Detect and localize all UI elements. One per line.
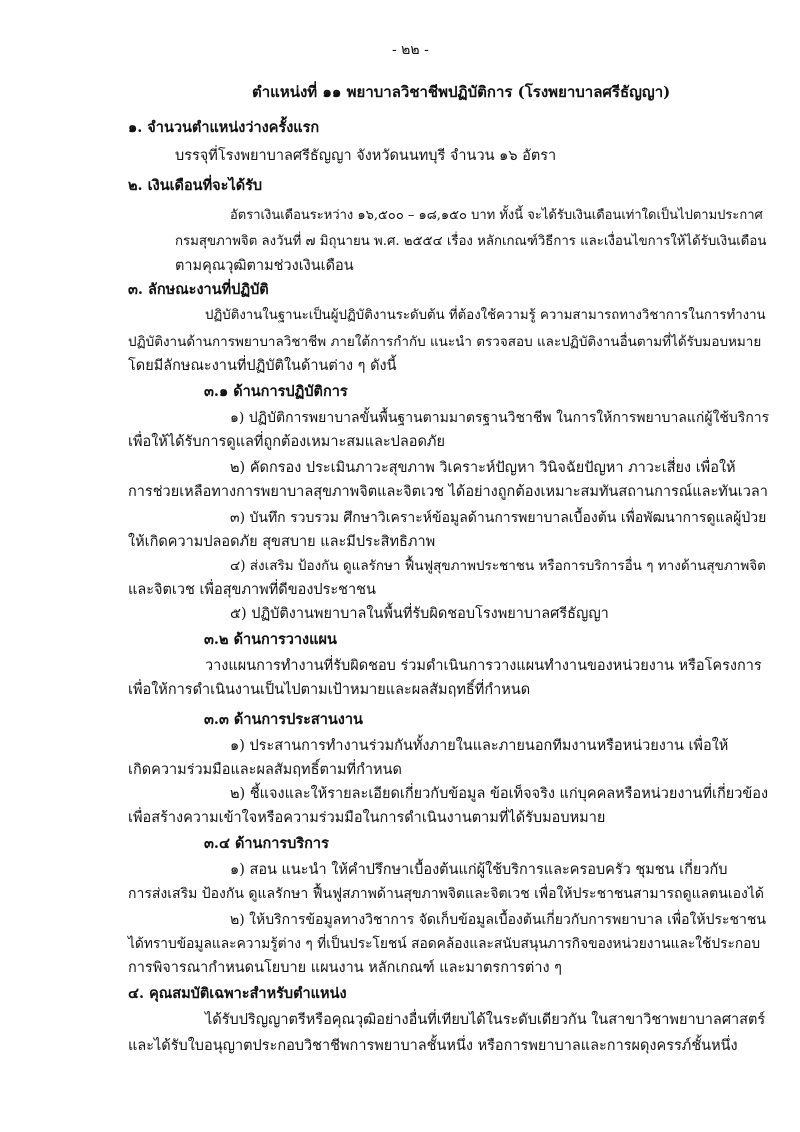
section-1-text: บรรจุที่โรงพยาบาลศรีธัญญา จังหวัดนนทบุรี จำนวน ๑๖ อัตรา xyxy=(175,148,557,164)
item-3-3-1-line-2: เกิดความร่วมมือและผลสัมฤทธิ์ตามที่กำหนด xyxy=(128,762,402,778)
item-3-4-1-line-1: ๑) สอน แนะนำ ให้คำปรึกษาเบื้องต้นแก่ผู้ใช้บริการและครอบครัว ชุมชน เกี่ยวกับ xyxy=(230,862,728,878)
item-3-1-1-line-1: ๑) ปฏิบัติการพยาบาลขั้นพื้นฐานตามมาตรฐานวิชาชีพ ในการให้การพยาบาลแก่ผู้ใช้บริการ xyxy=(230,410,770,426)
section-2-text-line-2: กรมสุขภาพจิต ลงวันที่ ๗ มิถุนายน พ.ศ. ๒๕๕๔ เรื่อง หลักเกณฑ์วิธีการ และเงื่อนไขการให้ได้รับเงินเดือน xyxy=(175,234,767,249)
item-3-4-2-line-1: ๒) ให้บริการข้อมูลทางวิชาการ จัดเก็บข้อมูลเบื้องต้นเกี่ยวกับการพยาบาล เพื่อให้ประชาชน xyxy=(230,912,766,928)
item-3-4-2-line-3: การพิจารณากำหนดนโยบาย แผนงาน หลักเกณฑ์ และมาตรการต่าง ๆ xyxy=(128,960,562,976)
section-4-text-line-1: ได้รับปริญญาตรีหรือคุณวุฒิอย่างอื่นที่เทียบได้ในระดับเดียวกัน ในสาขาวิชาพยาบาลศาสตร์ xyxy=(205,1012,766,1028)
section-3-text-line-1: ปฏิบัติงานในฐานะเป็นผู้ปฏิบัติงานระดับต้น ที่ต้องใช้ความรู้ ความสามารถทางวิชาการในการทำงาน xyxy=(205,308,766,323)
section-3-text-line-3: โดยมีลักษณะงานที่ปฏิบัติในด้านต่าง ๆ ดังนี้ xyxy=(128,358,397,374)
section-3-text-line-2: ปฏิบัติงานด้านการพยาบาลวิชาชีพ ภายใต้การกำกับ แนะนำ ตรวจสอบ และปฏิบัติงานอื่นตามที่ได้รับมอบหมาย xyxy=(128,334,762,350)
item-3-1-3-line-1: ๓) บันทึก รวบรวม ศึกษาวิเคราะห์ข้อมูลด้านการพยาบาลเบื้องต้น เพื่อพัฒนาการดูแลผู้ป่วย xyxy=(230,510,767,526)
item-3-3-1-line-1: ๑) ประสานการทำงานร่วมกันทั้งภายในและภายนอกทีมงานหรือหน่วยงาน เพื่อให้ xyxy=(230,738,729,754)
item-3-4-2-line-2: ได้ทราบข้อมูลและความรู้ต่าง ๆ ที่เป็นประโยชน์ สอดคล้องและสนับสนุนภารกิจของหน่วยงานและใช้ประกอบ xyxy=(128,936,761,952)
item-3-1-4-line-1: ๔) ส่งเสริม ป้องกัน ดูแลรักษา ฟื้นฟูสุขภาพประชาชน หรือการบริการอื่น ๆ ทางด้านสุขภาพจิต xyxy=(230,558,766,574)
item-3-1-2-line-2: การช่วยเหลือทางการพยาบาลสุขภาพจิตและจิตเวช ได้อย่างถูกต้องเหมาะสมทันสถานการณ์และทันเวลา xyxy=(128,484,768,500)
item-3-3-2-line-2: เพื่อสร้างความเข้าใจหรือความร่วมมือในการดำเนินงานตามที่ได้รับมอบหมาย xyxy=(128,810,606,826)
subsection-3-2-text-line-1: วางแผนการทำงานที่รับผิดชอบ ร่วมดำเนินการวางแผนทำงานของหน่วยงาน หรือโครงการ xyxy=(205,658,762,674)
section-2-heading: ๒. เงินเดือนที่จะได้รับ xyxy=(128,177,263,194)
item-3-1-3-line-2: ให้เกิดความปลอดภัย สุขสบาย และมีประสิทธิภาพ xyxy=(128,534,436,550)
section-1-heading: ๑. จำนวนตำแหน่งว่างครั้งแรก xyxy=(128,119,320,136)
item-3-1-2-line-1: ๒) คัดกรอง ประเมินภาวะสุขภาพ วิเคราะห์ปัญหา วินิจฉัยปัญหา ภาวะเสี่ยง เพื่อให้ xyxy=(230,460,736,476)
subsection-3-1-heading: ๓.๑ ด้านการปฏิบัติการ xyxy=(204,383,348,400)
item-3-1-1-line-2: เพื่อให้ได้รับการดูแลที่ถูกต้องเหมาะสมและปลอดภัย xyxy=(128,434,445,450)
item-3-3-2-line-1: ๒) ชี้แจงและให้รายละเอียดเกี่ยวกับข้อมูล ข้อเท็จจริง แก่บุคคลหรือหน่วยงานที่เกี่ยวข้อง xyxy=(230,786,769,802)
section-4-heading: ๔. คุณสมบัติเฉพาะสำหรับตำแหน่ง xyxy=(128,985,347,1002)
item-3-1-4-line-2: และจิตเวช เพื่อสุขภาพที่ดีของประชาชน xyxy=(128,582,376,598)
subsection-3-2-heading: ๓.๒ ด้านการวางแผน xyxy=(204,631,337,648)
item-3-4-1-line-2: การส่งเสริม ป้องกัน ดูแลรักษา ฟื้นฟูสภาพด้านสุขภาพจิตและจิตเวช เพื่อให้ประชาชนสามารถดูแลตนเองได้ xyxy=(128,886,765,902)
section-2-text-line-3: ตามคุณวุฒิตามช่วงเงินเดือน xyxy=(175,258,354,274)
item-3-1-5-line-1: ๕) ปฏิบัติงานพยาบาลในพื้นที่รับผิดชอบโรงพยาบาลศรีธัญญา xyxy=(230,606,609,622)
section-2-text-line-1: อัตราเงินเดือนระหว่าง ๑๖,๕๐๐ – ๑๘,๑๕๐ บาท ทั้งนี้ จะได้รับเงินเดือนเท่าใดเป็นไปตามประกาศ xyxy=(230,208,763,223)
subsection-3-4-heading: ๓.๔ ด้านการบริการ xyxy=(204,835,329,852)
section-3-heading: ๓. ลักษณะงานที่ปฏิบัติ xyxy=(128,281,269,298)
page-title: ตำแหน่งที่ ๑๑ พยาบาลวิชาชีพปฏิบัติการ (โรงพยาบาลศรีธัญญา) xyxy=(252,83,671,101)
subsection-3-3-heading: ๓.๓ ด้านการประสานงาน xyxy=(204,711,363,728)
section-4-text-line-2: และได้รับใบอนุญาตประกอบวิชาชีพการพยาบาลชั้นหนึ่ง หรือการพยาบาลและการผดุงครรภ์ชั้นหนึ่ง xyxy=(128,1038,738,1054)
subsection-3-2-text-line-2: เพื่อให้การดำเนินงานเป็นไปตามเป้าหมายและผลสัมฤทธิ์ที่กำหนด xyxy=(128,682,531,698)
page-number: - ๒๒ - xyxy=(392,42,429,58)
